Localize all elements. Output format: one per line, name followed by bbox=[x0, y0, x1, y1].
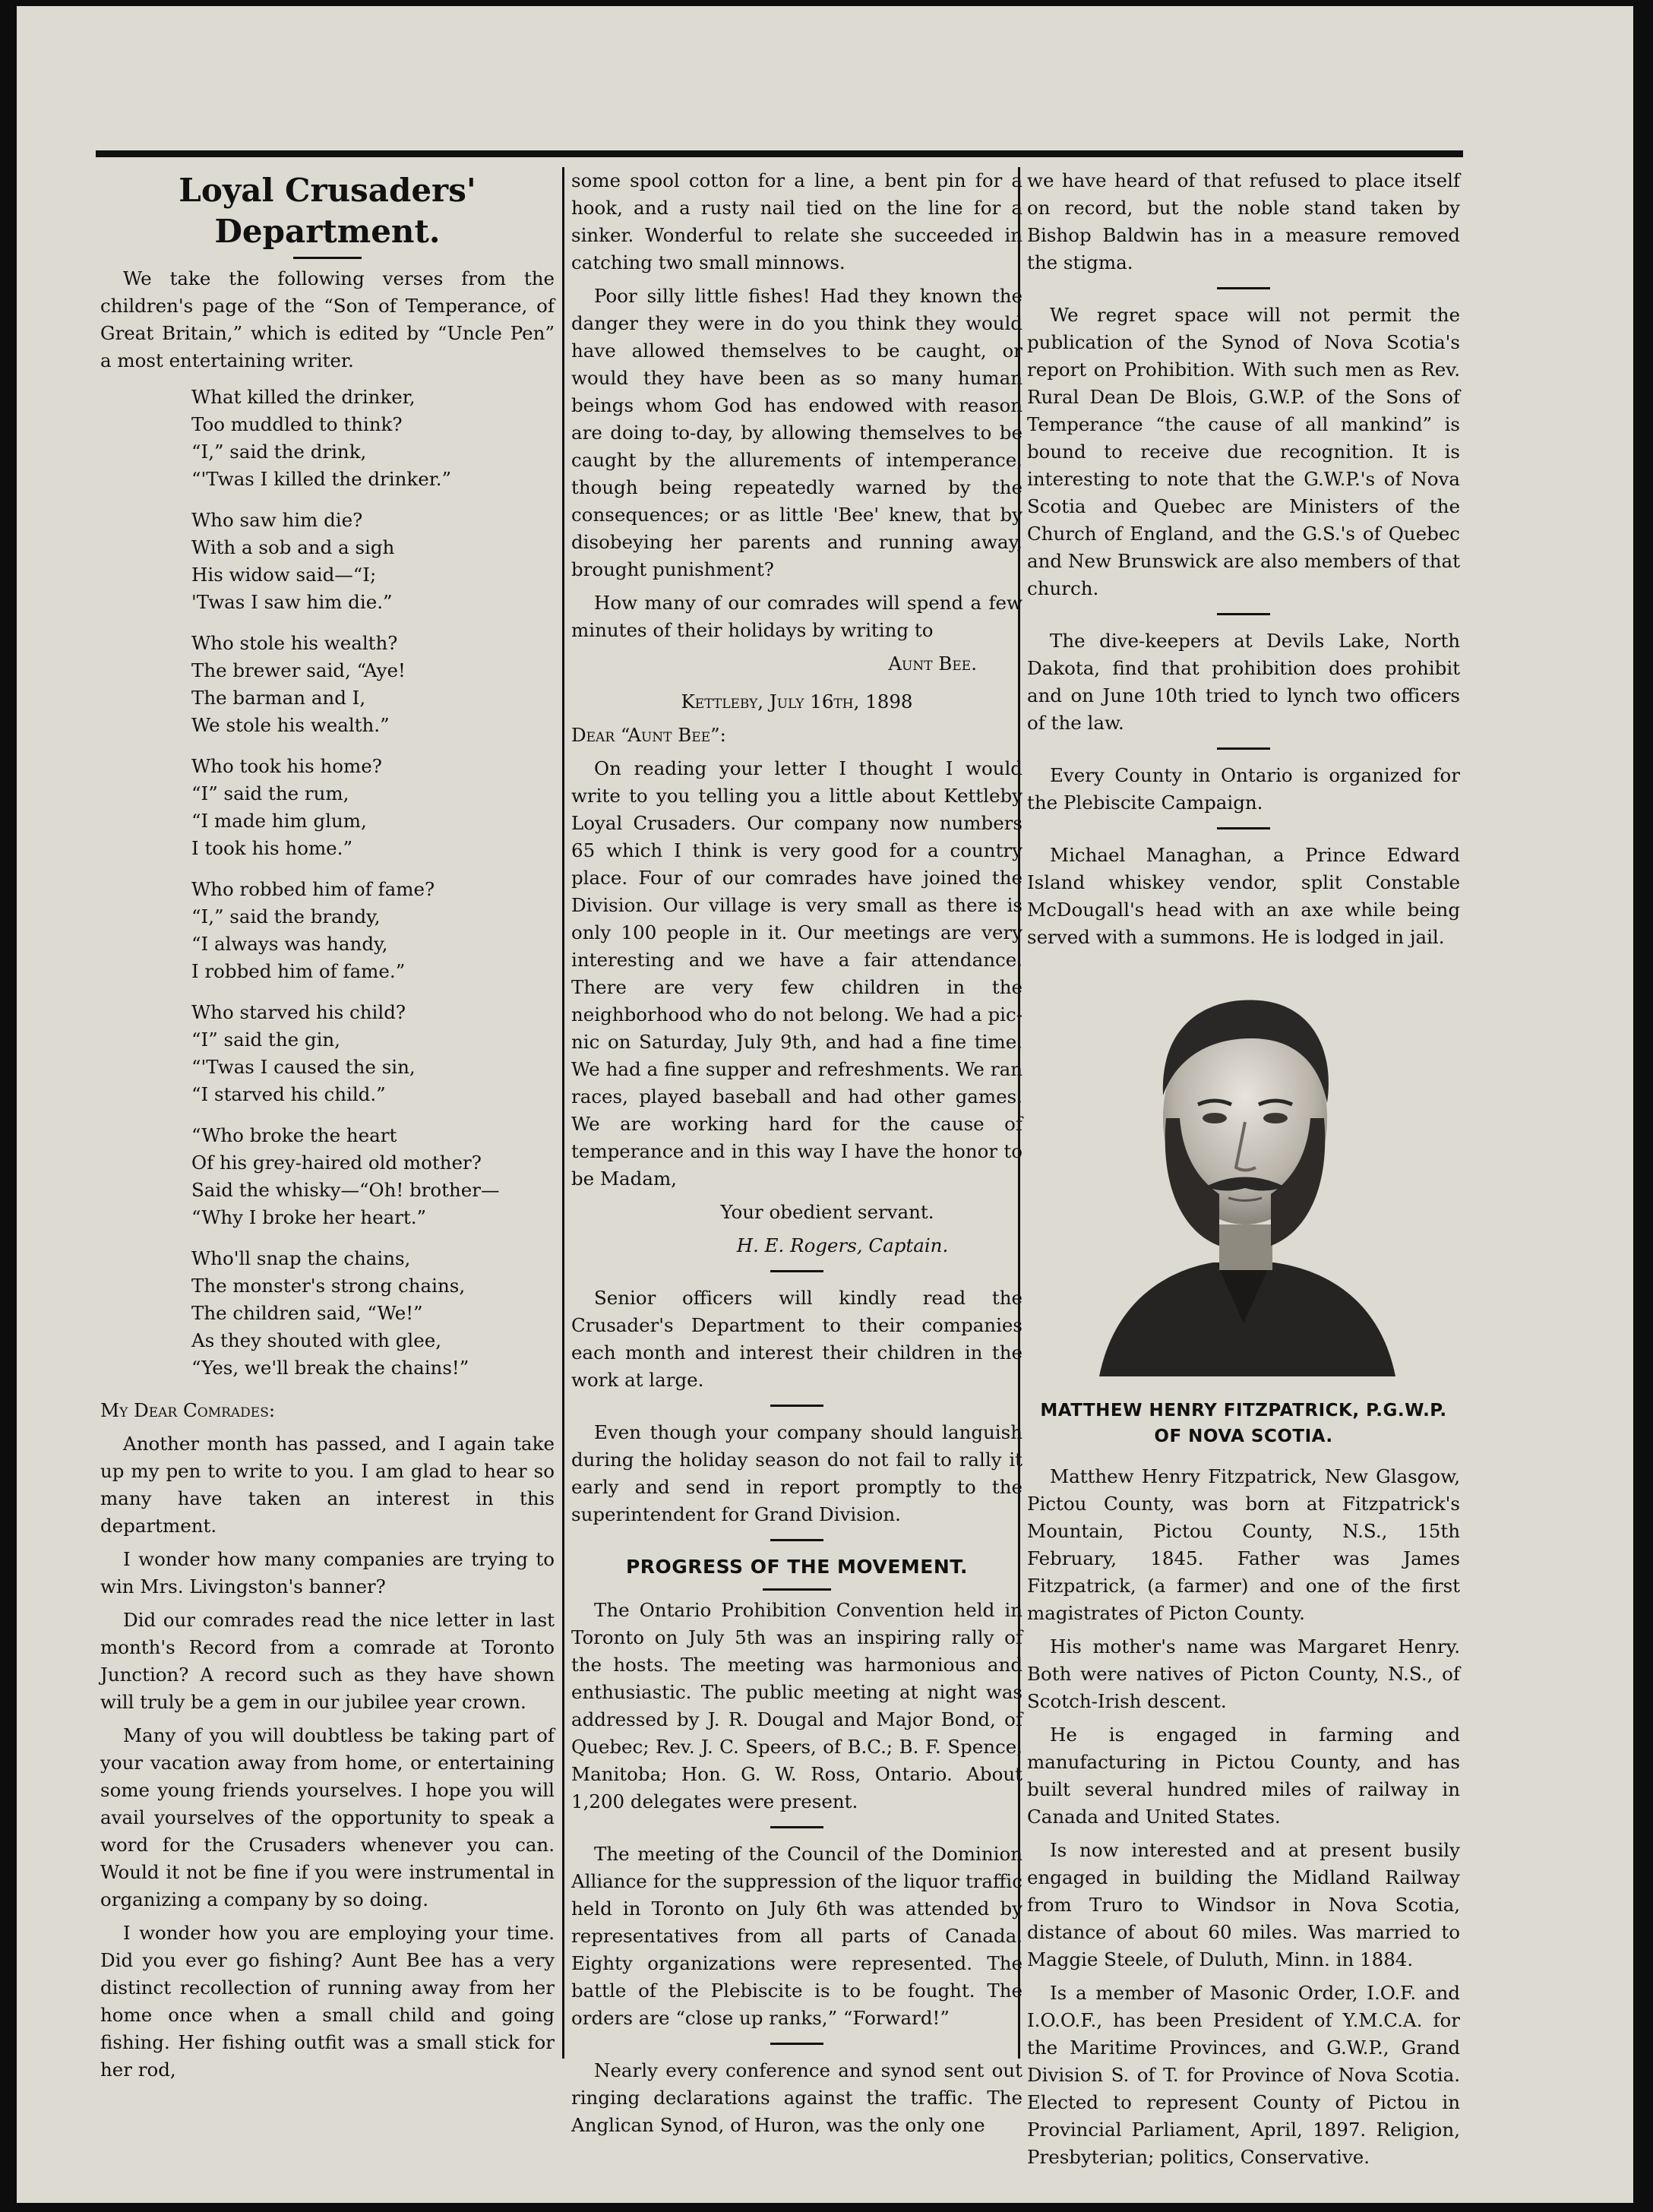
poem-stanza bbox=[191, 630, 555, 739]
comrades-question: How many of our comrades will spend a few minutes of their holidays by writing to bbox=[571, 592, 1022, 641]
poem-line: Said the whisky—“Oh! brother— bbox=[191, 1179, 500, 1201]
letter-body: On reading your letter I thought I would write to you telling you a little about Kettleby Loyal Crusaders. Our company now numbers 65 which I think is very good for a country place. Four of our comrades have joined the Division. Our village is very small as there is only 100 people in it. Our meetings are very interesting and we have a fair attendance. There are very few children in the neighborhood who do not belong. We had a pic-nic on Saturday, July 9th, and had a fine time. We had a fine supper and refreshments. We ran races, played baseball and had other games. We are working hard for the cause of temperance and in this way I have the honor to be Madam, bbox=[571, 757, 1022, 1190]
poem-line: “I” said the rum, bbox=[191, 782, 349, 804]
continued-paragraph: some spool cotton for a line, a bent pin for a hook, and a rusty nail tied on the line for a sinker. Wonderful to relate she succeeded in catching two small minnows. bbox=[571, 169, 1022, 273]
devils-lake-paragraph: The dive-keepers at Devils Lake, North Dakota, find that prohibition does prohibit and on June 10th tried to lynch two officers of the law. bbox=[1027, 630, 1460, 734]
comrades-paragraph-3: Did our comrades read the nice letter in last month's Record from a comrade at Toronto Junction? A record such as they have shown will truly be a gem in our jubilee year crown. bbox=[100, 1609, 555, 1713]
bio-paragraph-1: Matthew Henry Fitzpatrick, New Glasgow, Pictou County, was born at Fitzpatrick's Mountain, Pictou County, N.S., 15th February, 1845. Father was James Fitzpatrick, (a farmer) and one of the first magistrates of Picton County. bbox=[1027, 1465, 1460, 1624]
portrait-engraving bbox=[1084, 966, 1403, 1392]
comrades-paragraph-2: I wonder how many companies are trying to win Mrs. Livingston's banner? bbox=[100, 1548, 555, 1597]
poem-stanza bbox=[191, 876, 555, 985]
bio-paragraph-4: Is now interested and at present busily engaged in building the Midland Railway from Truro to Windsor in Nova Scotia, distance of about 60 miles. Was married to Maggie Steele, of Duluth, Minn. in 1884. bbox=[1027, 1839, 1460, 1970]
separator-rule bbox=[770, 2043, 823, 2045]
poem-line: Who robbed him of fame? bbox=[191, 878, 435, 900]
continued-paragraph: we have heard of that refused to place itself on record, but the noble stand taken by Bishop Baldwin has in a measure removed the stigma. bbox=[1027, 169, 1460, 273]
poem-line: “Why I broke her heart.” bbox=[191, 1206, 427, 1228]
poem-line: Who'll snap the chains, bbox=[191, 1247, 411, 1269]
comrades-paragraph-4: Many of you will doubtless be taking part of your vacation away from home, or entertaining some young friends yourselves. I hope you will avail yourselves of the opportunity to speak a word for the Crusaders whenever you can. Would it not be fine if you were instrumental in organizing a company by so doing. bbox=[100, 1724, 555, 1910]
ontario-county-paragraph: Every County in Ontario is organized for the Plebiscite Campaign. bbox=[1027, 764, 1460, 814]
comrades-paragraph-5: I wonder how you are employing your time. Did you ever go fishing? Aunt Bee has a very distinct recollection of running away from her home once when a small child and going fishing. Her fishing outfit was a small stick for her rod, bbox=[100, 1922, 555, 2081]
poem-line: With a sob and a sigh bbox=[191, 536, 395, 558]
poem-stanza bbox=[191, 753, 555, 862]
poem-stanza bbox=[191, 1122, 555, 1231]
poem-line: The monster's strong chains, bbox=[191, 1275, 466, 1297]
poem-stanza bbox=[191, 1245, 555, 1382]
separator-rule bbox=[1217, 613, 1270, 615]
poem-line: “Yes, we'll break the chains!” bbox=[191, 1357, 469, 1379]
poem-line: “I made him glum, bbox=[191, 810, 367, 832]
separator-rule bbox=[1217, 747, 1270, 750]
salutation: My Dear Comrades: bbox=[100, 1399, 276, 1421]
poem-line: I robbed him of fame.” bbox=[191, 960, 406, 982]
newspaper-page bbox=[17, 6, 1633, 2203]
poem-line: Who stole his wealth? bbox=[191, 632, 398, 654]
progress-heading: PROGRESS OF THE MOVEMENT. bbox=[625, 1556, 969, 1578]
letter-place-date: Kettleby, July 16th, 1898 bbox=[681, 690, 913, 713]
bio-paragraph-5: Is a member of Masonic Order, I.O.F. and I.O.O.F., has been President of Y.M.C.A. for the Maritime Provinces, and G.W.P., Grand Division S. of T. for Province of Nova Scotia. Elected to represent County of Pictou in Provincial Parliament, April, 1897. Religion, Presbyterian; politics, Conservative. bbox=[1027, 1982, 1460, 2168]
separator-rule bbox=[770, 1405, 823, 1407]
column-2 bbox=[571, 167, 1022, 2145]
poem-line: Who saw him die? bbox=[191, 509, 363, 531]
title-rule bbox=[293, 257, 362, 259]
holiday-paragraph: Even though your company should languish during the holiday season do not fail to rally it early and send in report promptly to the superintendent for Grand Division. bbox=[571, 1421, 1022, 1525]
synod-paragraph: Nearly every conference and synod sent out ringing declarations against the traffic. The Anglican Synod, of Huron, was the only one bbox=[571, 2059, 1022, 2136]
column-divider-left bbox=[562, 167, 564, 2059]
separator-rule bbox=[770, 1539, 823, 1541]
fishes-paragraph: Poor silly little fishes! Had they known the danger they were in do you think they would have allowed themselves to be caught, or would they have been as so many human beings whom God has endowed with reason are doing to-day, by allowing themselves to be caught by the allurements of intemperance, though being repeatedly warned by the consequences; or as little 'Bee' knew, that by disobeying her parents and running away, brought punishment? bbox=[571, 285, 1022, 580]
comrades-paragraph-1: Another month has passed, and I again take up my pen to write to you. I am glad to hear so many have taken an interest in this department. bbox=[100, 1433, 555, 1537]
separator-rule bbox=[770, 1826, 823, 1828]
synod-report-paragraph: We regret space will not permit the publication of the Synod of Nova Scotia's report on Prohibition. With such men as Rev. Rural Dean De Blois, G.W.P. of the Sons of Temperance “the cause of all mankind” is bound to receive due recognition. It is interesting to note that the G.W.P.'s of Nova Scotia and Quebec are Ministers of the Church of England, and the G.S.'s of Quebec and New Brunswick are also members of that church. bbox=[1027, 304, 1460, 599]
letter-close: Your obedient servant. bbox=[720, 1201, 934, 1223]
poem-line: What killed the drinker, bbox=[191, 386, 416, 408]
poem-line: I took his home.” bbox=[191, 837, 352, 859]
poem-line: “Who broke the heart bbox=[191, 1124, 397, 1146]
poem-line: “I” said the gin, bbox=[191, 1029, 340, 1051]
poem-line: The children said, “We!” bbox=[191, 1302, 423, 1324]
poem-line: Who starved his child? bbox=[191, 1001, 406, 1023]
bio-paragraph-3: He is engaged in farming and manufacturing in Pictou County, and has built several hundred miles of railway in Canada and United States. bbox=[1027, 1724, 1460, 1828]
department-title: Loyal Crusaders' Department. bbox=[179, 172, 476, 250]
aunt-bee-signature: Aunt Bee. bbox=[888, 653, 977, 675]
poem-line: “I starved his child.” bbox=[191, 1083, 386, 1105]
header-rule bbox=[96, 150, 1463, 157]
poem-line: The barman and I, bbox=[191, 687, 366, 709]
separator-rule bbox=[1217, 827, 1270, 830]
poem-line: “I,” said the brandy, bbox=[191, 905, 381, 927]
bio-paragraph-2: His mother's name was Margaret Henry. Both were natives of Picton County, N.S., of Scotch-Irish descent. bbox=[1027, 1635, 1460, 1712]
senior-officers-paragraph: Senior officers will kindly read the Crusader's Department to their companies each month and interest their children in the work at large. bbox=[571, 1287, 1022, 1391]
poem-line: “I always was handy, bbox=[191, 933, 388, 955]
poem-line: Of his grey-haired old mother? bbox=[191, 1152, 482, 1174]
letter-salutation: Dear “Aunt Bee”: bbox=[571, 724, 726, 746]
council-paragraph: The meeting of the Council of the Dominion Alliance for the suppression of the liquor traffic held in Toronto on July 6th was attended by representatives from all parts of Canada. Eighty organizations were represented. The battle of the Plebiscite is to be fought. The orders are “close up ranks,” “Forward!” bbox=[571, 1843, 1022, 2029]
separator-rule bbox=[770, 1270, 823, 1272]
poem-line: “I,” said the drink, bbox=[191, 441, 367, 463]
poem-line: His widow said—“I; bbox=[191, 564, 377, 586]
poem-stanza bbox=[191, 384, 555, 493]
portrait-caption: MATTHEW HENRY FITZPATRICK, P.G.W.P. OF NOVA SCOTIA. bbox=[1040, 1401, 1447, 1446]
column-3 bbox=[1027, 167, 1460, 2177]
poem-line: The brewer said, “Aye! bbox=[191, 659, 406, 681]
poem-line: As they shouted with glee, bbox=[191, 1329, 442, 1351]
letter-signature: H. E. Rogers, Captain. bbox=[736, 1234, 949, 1256]
poem-stanza bbox=[191, 999, 555, 1108]
poem-line: Who took his home? bbox=[191, 755, 382, 777]
heading-rule bbox=[763, 1588, 831, 1591]
separator-rule bbox=[1217, 287, 1270, 289]
column-1 bbox=[100, 167, 555, 2090]
intro-paragraph: We take the following verses from the children's page of the “Son of Temperance, of Great Britain,” which is edited by “Uncle Pen” a most entertaining writer. bbox=[100, 267, 555, 371]
poem-stanza bbox=[191, 507, 555, 616]
managhan-paragraph: Michael Managhan, a Prince Edward Island whiskey vendor, split Constable McDougall's head with an axe while being served with a summons. He is lodged in jail. bbox=[1027, 844, 1460, 948]
poem-line: “'Twas I caused the sin, bbox=[191, 1056, 416, 1078]
poem-line: “'Twas I killed the drinker.” bbox=[191, 468, 452, 490]
poem-line: 'Twas I saw him die.” bbox=[191, 591, 393, 613]
poem bbox=[100, 384, 555, 1382]
poem-line: We stole his wealth.” bbox=[191, 714, 390, 736]
poem-line: Too muddled to think? bbox=[191, 413, 403, 435]
portrait-image bbox=[1084, 966, 1403, 1392]
ontario-convention-paragraph: The Ontario Prohibition Convention held in Toronto on July 5th was an inspiring rally of the hosts. The meeting was harmonious and enthusiastic. The public meeting at night was addressed by J. R. Dougal and Major Bond, of Quebec; Rev. J. C. Speers, of B.C.; B. F. Spence, Manitoba; Hon. G. W. Ross, Ontario. About 1,200 delegates were present. bbox=[571, 1599, 1022, 1812]
